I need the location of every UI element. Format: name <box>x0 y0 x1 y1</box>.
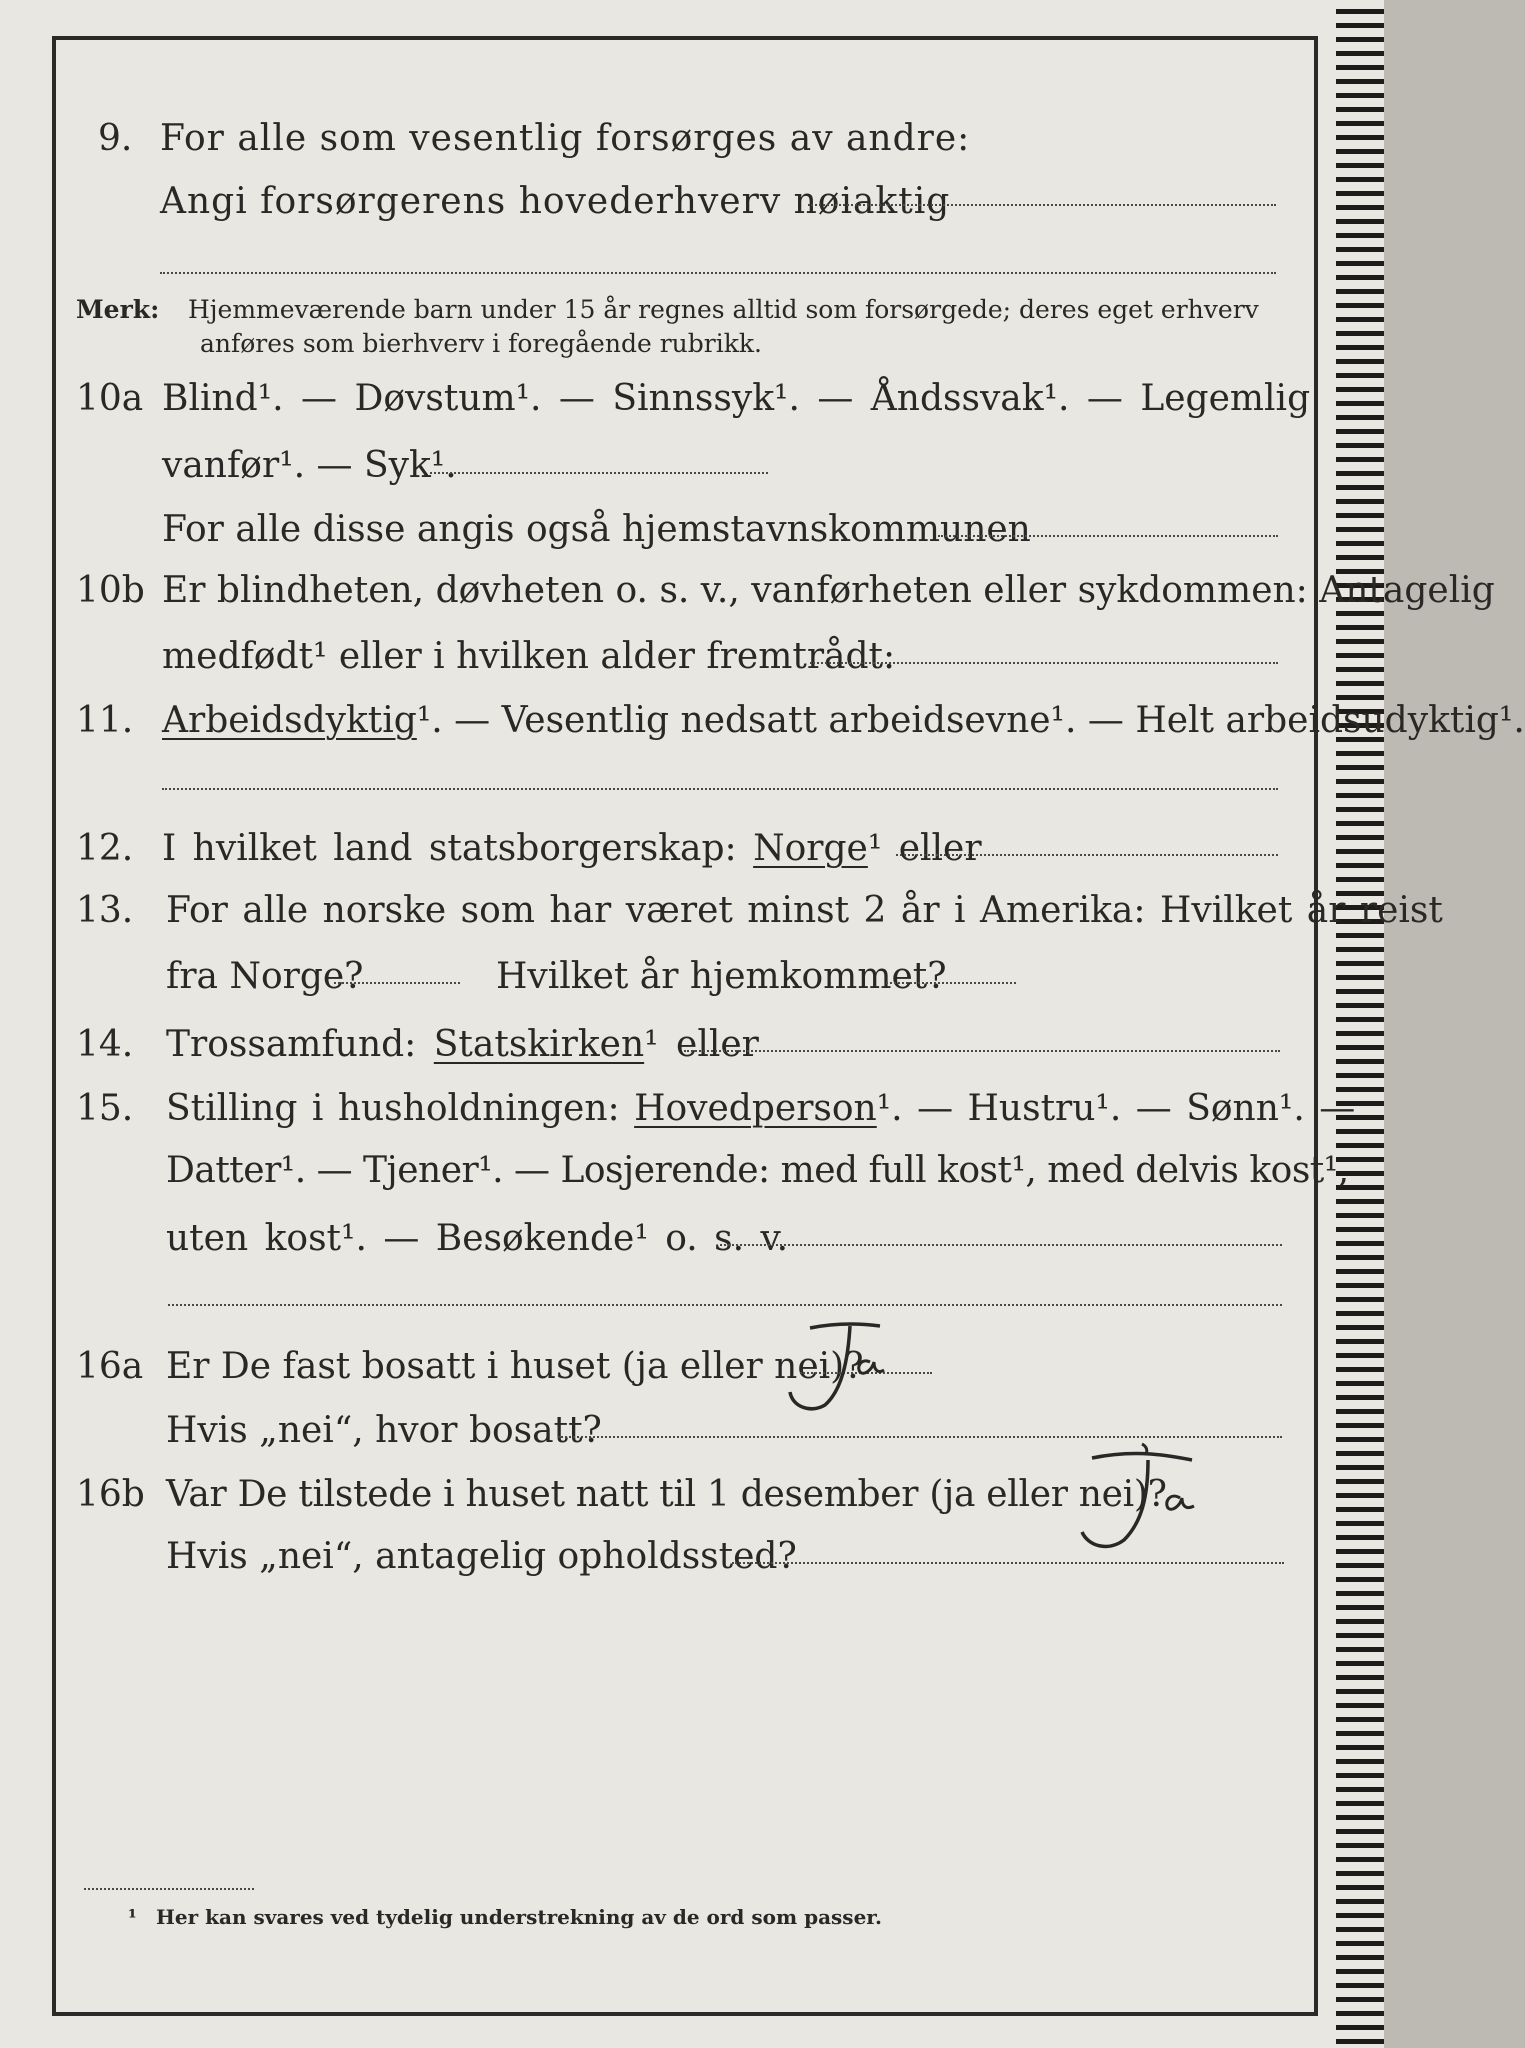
q15-answer-line[interactable] <box>720 1244 1282 1246</box>
q10b-answer-line[interactable] <box>810 662 1278 664</box>
q10a-answer-line[interactable] <box>430 472 768 474</box>
merk-line2: anføres som bierhverv i foregående rubrikk. <box>200 329 762 358</box>
q10a-number: 10a <box>76 378 144 419</box>
q15-line1 <box>166 1088 1355 1130</box>
q16b-handwritten-answer <box>1052 1436 1222 1556</box>
merk-label: Merk: <box>76 295 160 324</box>
q16a-line2: Hvis „nei“, hvor bosatt? <box>166 1410 602 1451</box>
q16a-line1: Er De fast bosatt i huset (ja eller nei)? <box>166 1346 864 1387</box>
q9-line1: For alle som vesentlig forsørges av andre: <box>160 118 971 159</box>
q15-selected-option[interactable]: Hovedperson <box>634 1088 877 1129</box>
q15-line3: uten kost¹. — Besøkende¹ o. s. v. <box>166 1218 789 1259</box>
q9-number: 9. <box>98 118 133 159</box>
q10b-line1: Er blindheten, døvheten o. s. v., vanførheten eller sykdommen: Antagelig <box>162 570 1495 611</box>
q16b-opholdssted-line[interactable] <box>732 1562 1284 1564</box>
q11-number: 11. <box>76 700 134 741</box>
q12-rest: ¹ eller <box>867 828 982 869</box>
q10b-number: 10b <box>76 570 145 611</box>
q13-reist-line[interactable] <box>334 982 460 984</box>
q16a-number: 16a <box>76 1346 144 1387</box>
q9-answer-line-2[interactable] <box>160 272 1276 274</box>
q16b-line1: Var De tilstede i huset natt til 1 desember (ja eller nei)? <box>166 1474 1167 1515</box>
q12-answer-line[interactable] <box>896 854 1278 856</box>
q16b-answer-text: Ja <box>1052 1436 1053 1437</box>
q9-line2: Angi forsørgerens hovederhverv nøiaktig <box>160 181 951 222</box>
q14-number: 14. <box>76 1024 134 1065</box>
q10a-kommune-line[interactable] <box>938 535 1278 537</box>
q15-rest: ¹. — Hustru¹. — Sønn¹. — <box>876 1088 1356 1129</box>
q16b-number: 16b <box>76 1474 145 1515</box>
q15-number: 15. <box>76 1088 134 1129</box>
q13-number: 13. <box>76 890 134 931</box>
q10a-line1: Blind¹. — Døvstum¹. — Sinnssyk¹. — Åndssvak¹. — Legemlig <box>162 378 1311 419</box>
merk-line1: Hjemmeværende barn under 15 år regnes alltid som forsørgede; deres eget erhverv <box>188 295 1259 324</box>
q11-rest: ¹. — Vesentlig nedsatt arbeidsevne¹. — Helt arbeidsudyktig¹. <box>416 700 1525 741</box>
footnote-mark: ¹ <box>128 1905 137 1929</box>
q12-number: 12. <box>76 828 134 869</box>
q13-line2b: Hvilket år hjemkommet? <box>496 956 947 997</box>
footnote-rule <box>84 1888 254 1890</box>
q14-label: Trossamfund: <box>166 1024 417 1065</box>
q13-line2a: fra Norge? <box>166 956 364 997</box>
q14-selected-option[interactable]: Statskirken <box>433 1024 645 1065</box>
q10b-line2: medfødt¹ eller i hvilken alder fremtrådt: <box>162 636 896 677</box>
q15-label: Stilling i husholdningen: <box>166 1088 620 1129</box>
q11-selected-option[interactable]: Arbeidsdyktig <box>162 700 417 741</box>
q12-text <box>162 828 982 870</box>
q14-rest: ¹ eller <box>644 1024 759 1065</box>
q9-answer-line[interactable] <box>808 204 1276 206</box>
q11-answer-line[interactable] <box>162 788 1278 790</box>
q11-text <box>162 700 1525 742</box>
q15-line2: Datter¹. — Tjener¹. — Losjerende: med full kost¹, med delvis kost¹, <box>166 1150 1349 1191</box>
q14-answer-line[interactable] <box>684 1050 1280 1052</box>
footnote-text: Her kan svares ved tydelig understrekning av de ord som passer. <box>156 1905 882 1929</box>
q13-line1: For alle norske som har været minst 2 år i Amerika: Hvilket år reist <box>166 890 1443 931</box>
q14-text <box>166 1024 759 1066</box>
q16b-line2: Hvis „nei“, antagelig opholdssted? <box>166 1536 797 1577</box>
q12-label: I hvilket land statsborgerskap: <box>162 828 737 869</box>
q10a-line2: vanfør¹. — Syk¹. <box>162 445 457 486</box>
q16a-handwritten-answer <box>770 1310 920 1420</box>
q12-selected-option[interactable]: Norge <box>753 828 868 869</box>
q16a-answer-text: Ja <box>770 1310 771 1311</box>
q13-hjemkommet-line[interactable] <box>886 982 1016 984</box>
q15-answer-line-2[interactable] <box>168 1304 1282 1306</box>
perforated-edge <box>1336 0 1384 2048</box>
q10a-line3: For alle disse angis også hjemstavnskommunen <box>162 509 1031 550</box>
